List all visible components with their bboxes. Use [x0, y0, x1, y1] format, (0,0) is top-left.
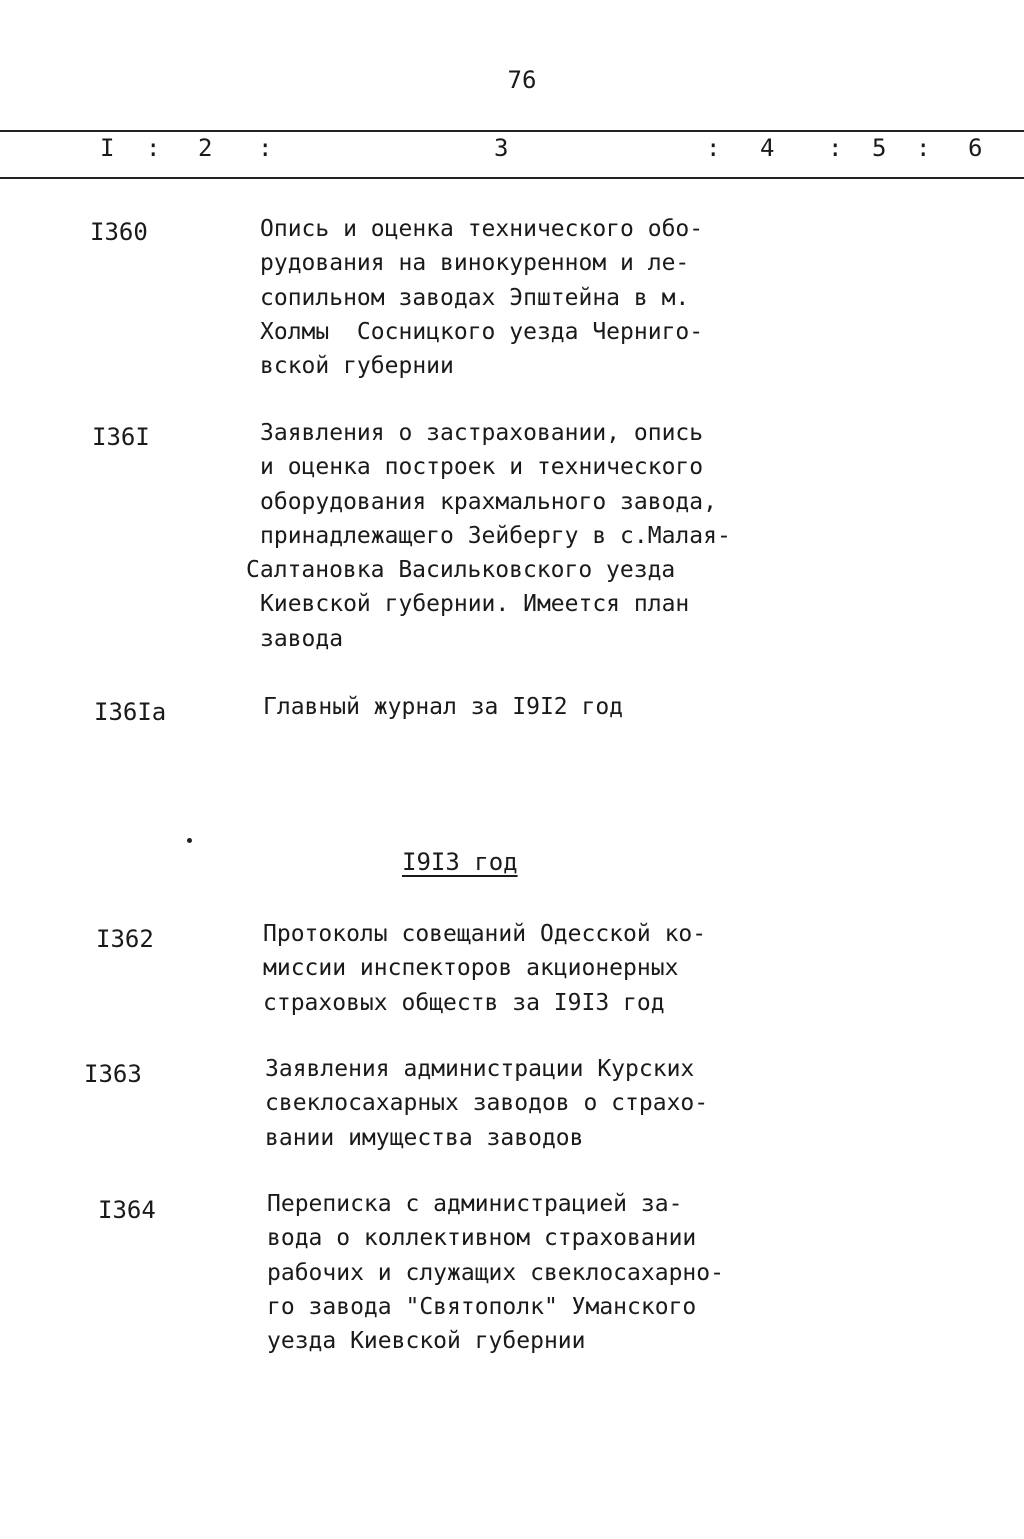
text-line: сопильном заводах Эпштейна в м.: [260, 284, 690, 311]
entry-number-1364: I364: [98, 1196, 156, 1224]
section-title-1913: I9I3 год: [402, 848, 518, 876]
text-line: Заявления о застраховании, опись: [260, 420, 704, 446]
column-header-3: 3: [494, 134, 509, 162]
text-line: вской губернии: [260, 353, 454, 380]
column-header-4: 4: [760, 134, 775, 162]
column-header-5: 5: [872, 134, 887, 162]
column-separator: :: [916, 134, 931, 162]
column-separator: :: [258, 134, 273, 162]
text-line: Протоколы совещаний Одесской ко-: [263, 921, 707, 947]
entry-description-1361: [246, 416, 731, 656]
entry-number-1361a: I36Iа: [94, 698, 167, 726]
text-line: свеклосахарных заводов о страхо-: [265, 1090, 709, 1117]
entry-description-1361a: [263, 690, 623, 724]
text-line: Киевской губернии. Имеется план: [260, 591, 690, 618]
text-line: Салтановка Васильковского уезда: [246, 557, 676, 584]
entry-description-1362: [263, 917, 706, 1020]
text-line: Опись и оценка технического обо-: [260, 216, 704, 242]
column-separator: :: [146, 134, 161, 162]
text-line: оборудования крахмального завода,: [260, 488, 717, 515]
text-line: принадлежащего Зейбергу в с.Малая-: [260, 522, 731, 549]
text-line: и оценка построек и технического: [260, 454, 704, 481]
entry-number-1360: I360: [90, 218, 148, 246]
column-header-2: 2: [198, 134, 213, 162]
header-rule-bottom: [0, 177, 1024, 179]
column-separator: :: [828, 134, 843, 162]
text-line: рудования на винокуренном и ле-: [260, 250, 690, 277]
text-line: Переписка с администрацией за-: [267, 1191, 683, 1217]
entry-number-1361: I36I: [92, 423, 150, 451]
text-line: рабочих и служащих свеклосахарно-: [267, 1259, 724, 1286]
text-line: го завода "Святополк" Уманского: [267, 1293, 697, 1320]
text-line: вании имущества заводов: [265, 1124, 584, 1151]
text-line: миссии инспекторов акционерных: [263, 955, 679, 982]
text-line: завода: [260, 625, 344, 652]
entry-description-1360: [260, 212, 703, 383]
entry-description-1364: [267, 1187, 724, 1358]
entry-number-1362: I362: [96, 925, 154, 953]
ink-speck: [187, 838, 192, 843]
page-number: 76: [507, 66, 537, 94]
column-header-6: 6: [968, 134, 983, 162]
text-line: Заявления администрации Курских: [265, 1056, 695, 1082]
text-line: вода о коллективном страховании: [267, 1225, 697, 1252]
column-separator: :: [706, 134, 721, 162]
header-rule-top: [0, 130, 1024, 132]
text-line: Холмы Сосницкого уезда Черниго-: [260, 318, 704, 345]
text-line: уезда Киевской губернии: [267, 1328, 586, 1355]
column-header-1: I: [100, 134, 115, 162]
text-line: Главный журнал за I9I2 год: [263, 694, 624, 720]
text-line: страховых обществ за I9I3 год: [263, 989, 665, 1016]
entry-number-1363: I363: [84, 1060, 142, 1088]
entry-description-1363: [265, 1052, 708, 1155]
